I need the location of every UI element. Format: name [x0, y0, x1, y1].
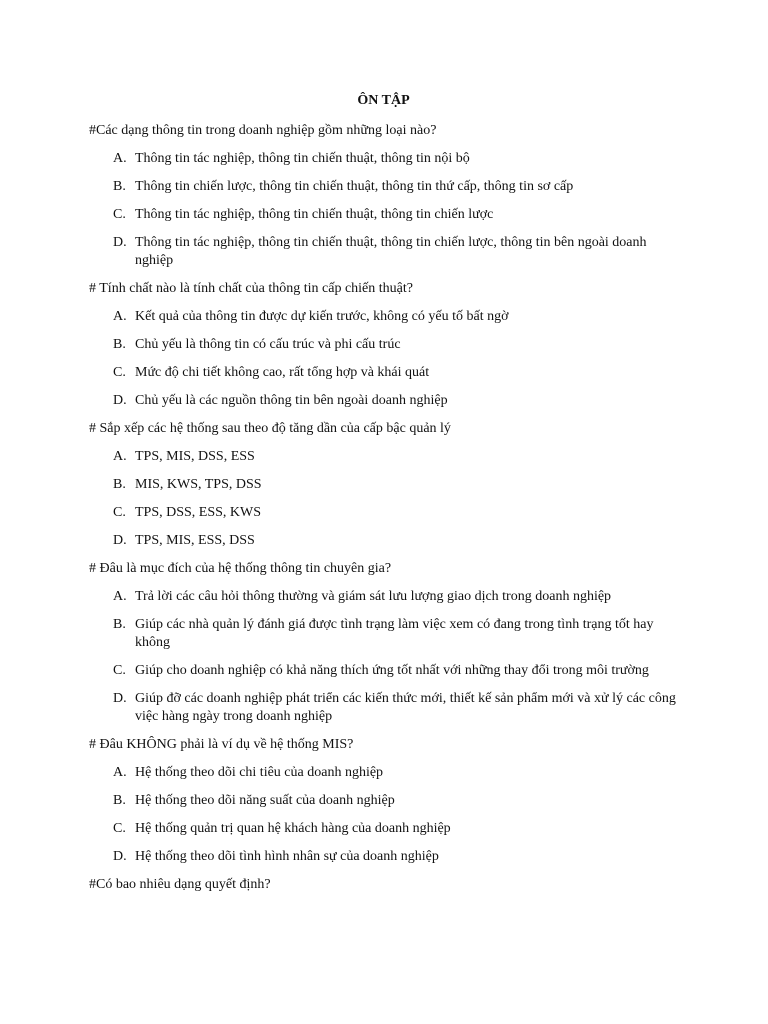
answer-letter: B. [113, 793, 126, 808]
question-text: #Các dạng thông tin trong doanh nghiệp gồm những loại nào? [89, 123, 437, 138]
answer-option [89, 662, 678, 680]
answer-text: Thông tin tác nghiệp, thông tin chiến thuật, thông tin nội bộ [135, 151, 470, 166]
answer-option [89, 616, 678, 652]
answer-option [89, 588, 678, 606]
question-text: # Sắp xếp các hệ thống sau theo độ tăng dần của cấp bậc quản lý [89, 421, 451, 436]
answer-letter: A. [113, 309, 127, 324]
answer-text: Giúp đỡ các doanh nghiệp phát triển các kiến thức mới, thiết kế sản phẩm mới và xử lý các công việc hàng ngày trong doanh nghiệp [135, 691, 676, 724]
answer-list [89, 308, 678, 410]
question-3 [89, 420, 678, 550]
answer-text: Thông tin chiến lược, thông tin chiến thuật, thông tin thứ cấp, thông tin sơ cấp [135, 179, 574, 194]
answer-text: Trả lời các câu hỏi thông thường và giám sát lưu lượng giao dịch trong doanh nghiệp [135, 589, 612, 604]
question-text: # Đâu là mục đích của hệ thống thông tin chuyên gia? [89, 561, 392, 576]
answer-option [89, 234, 678, 270]
answer-option [89, 150, 678, 168]
answer-text: TPS, MIS, ESS, DSS [135, 533, 255, 548]
answer-option [89, 392, 678, 410]
answer-text: Kết quả của thông tin được dự kiến trước, không có yếu tố bất ngờ [135, 309, 509, 324]
answer-letter: D. [113, 849, 127, 864]
answer-text: Giúp cho doanh nghiệp có khả năng thích ứng tốt nhất với những thay đổi trong môi trường [135, 663, 649, 678]
answer-text: Hệ thống theo dõi chi tiêu của doanh nghiệp [135, 765, 384, 780]
answer-letter: B. [113, 477, 126, 492]
answer-option [89, 448, 678, 466]
answer-letter: C. [113, 821, 126, 836]
question-text: #Có bao nhiêu dạng quyết định? [89, 877, 271, 892]
answer-letter: D. [113, 533, 127, 548]
answer-letter: D. [113, 393, 127, 408]
question-4 [89, 560, 678, 726]
answer-letter: A. [113, 765, 127, 780]
answer-text: Hệ thống theo dõi năng suất của doanh nghiệp [135, 793, 395, 808]
answer-option [89, 848, 678, 866]
answer-option [89, 504, 678, 522]
answer-letter: B. [113, 179, 126, 194]
answer-text: Hệ thống quản trị quan hệ khách hàng của doanh nghiệp [135, 821, 451, 836]
answer-option [89, 764, 678, 782]
answer-letter: B. [113, 617, 126, 632]
answer-option [89, 690, 678, 726]
question-text: # Đâu KHÔNG phải là ví dụ về hệ thống MIS? [89, 737, 354, 752]
answer-text: Chủ yếu là thông tin có cấu trúc và phi cấu trúc [135, 337, 401, 352]
answer-option [89, 364, 678, 382]
page-title: ÔN TẬP [357, 93, 410, 108]
answer-text: Mức độ chi tiết không cao, rất tổng hợp và khái quát [135, 365, 430, 380]
answer-letter: D. [113, 691, 127, 706]
question-5 [89, 736, 678, 866]
answer-text: Thông tin tác nghiệp, thông tin chiến thuật, thông tin chiến lược [135, 207, 494, 222]
answer-letter: D. [113, 235, 127, 250]
answer-letter: A. [113, 151, 127, 166]
answer-text: Chủ yếu là các nguồn thông tin bên ngoài doanh nghiệp [135, 393, 448, 408]
answer-list [89, 588, 678, 726]
answer-list [89, 448, 678, 550]
question-2 [89, 280, 678, 410]
answer-text: Hệ thống theo dõi tình hình nhân sự của doanh nghiệp [135, 849, 439, 864]
answer-letter: A. [113, 589, 127, 604]
answer-option [89, 308, 678, 326]
answer-text: Giúp các nhà quản lý đánh giá được tình trạng làm việc xem có đang trong tình trạng tốt hay không [135, 617, 654, 650]
question-6 [89, 876, 678, 893]
answer-letter: B. [113, 337, 126, 352]
answer-text: MIS, KWS, TPS, DSS [135, 477, 262, 492]
answer-text: Thông tin tác nghiệp, thông tin chiến thuật, thông tin chiến lược, thông tin bên ngoài doanh nghiệp [135, 235, 647, 268]
answer-text: TPS, MIS, DSS, ESS [135, 449, 255, 464]
answer-letter: C. [113, 207, 126, 222]
answer-letter: C. [113, 365, 126, 380]
answer-letter: C. [113, 663, 126, 678]
answer-letter: A. [113, 449, 127, 464]
answer-option [89, 532, 678, 550]
answer-option [89, 178, 678, 196]
answer-text: TPS, DSS, ESS, KWS [135, 505, 262, 520]
answer-option [89, 336, 678, 354]
answer-option [89, 792, 678, 810]
question-1 [89, 122, 678, 270]
answer-letter: C. [113, 505, 126, 520]
answer-option [89, 476, 678, 494]
answer-list [89, 150, 678, 270]
question-text: # Tính chất nào là tính chất của thông tin cấp chiến thuật? [89, 281, 413, 296]
answer-list [89, 764, 678, 866]
answer-option [89, 820, 678, 838]
answer-option [89, 206, 678, 224]
